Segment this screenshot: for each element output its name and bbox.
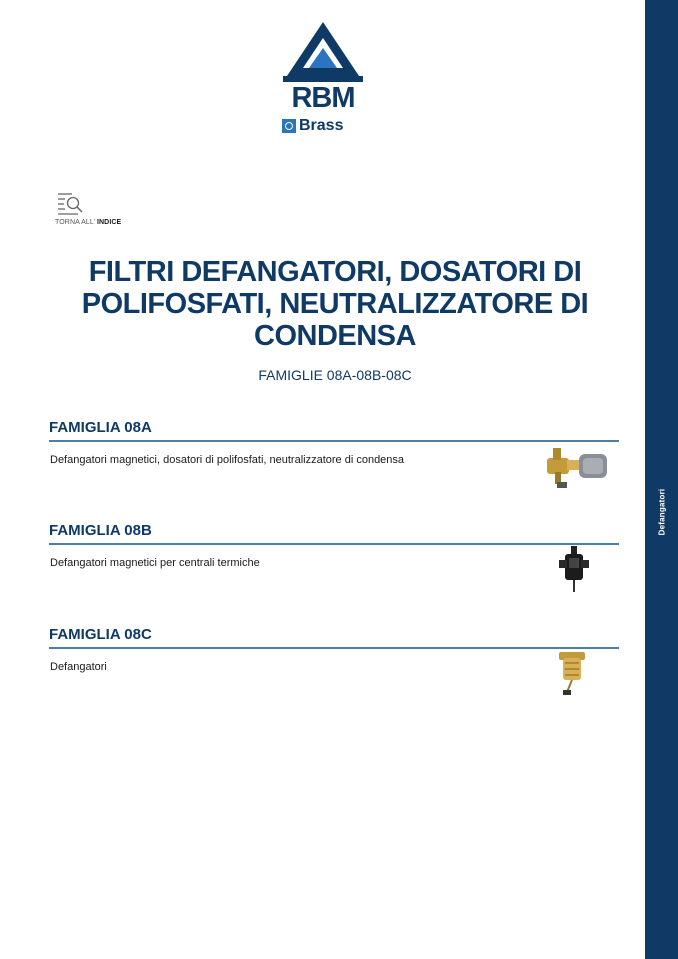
logo-triangle-icon [277, 20, 369, 86]
back-to-index-link[interactable] [55, 191, 145, 231]
dosing-valve-assembly-image[interactable] [543, 444, 613, 492]
family-section-08a [49, 419, 619, 466]
page-title: FILTRI DEFANGATORI, DOSATORI DI POLIFOSFATI, NEUTRALIZZATORE DI CONDENSA [81, 256, 589, 352]
black-magnetic-filter-image[interactable] [557, 544, 593, 594]
family-description[interactable]: Defangatori [50, 661, 107, 673]
logo-rbm-text: RBM [291, 82, 355, 114]
logo-brass [282, 118, 343, 134]
sidebar-label: Defangatori [657, 488, 667, 536]
rbm-brass-logo[interactable] [277, 20, 369, 138]
family-description[interactable]: Defangatori magnetici, dosatori di polifosfati, neutralizzatore di condensa [50, 454, 405, 466]
family-section-08b [49, 522, 619, 569]
family-section-08c [49, 626, 619, 673]
brass-badge-icon [282, 119, 296, 133]
brass-dirt-separator-image[interactable] [555, 648, 589, 698]
index-search-icon [56, 191, 84, 217]
family-heading[interactable]: FAMIGLIA 08B [49, 522, 619, 545]
index-bold: INDICE [96, 219, 122, 226]
right-sidebar [645, 0, 678, 959]
logo-brass-text: Brass [299, 117, 344, 134]
family-heading[interactable]: FAMIGLIA 08A [49, 419, 619, 442]
index-link-label [55, 219, 121, 226]
family-description[interactable]: Defangatori magnetici per centrali termiche [50, 557, 260, 569]
page-subtitle: FAMIGLIE 08A-08B-08C [258, 367, 412, 383]
family-heading[interactable]: FAMIGLIA 08C [49, 626, 619, 649]
index-prefix: TORNA ALL’ [55, 219, 97, 226]
